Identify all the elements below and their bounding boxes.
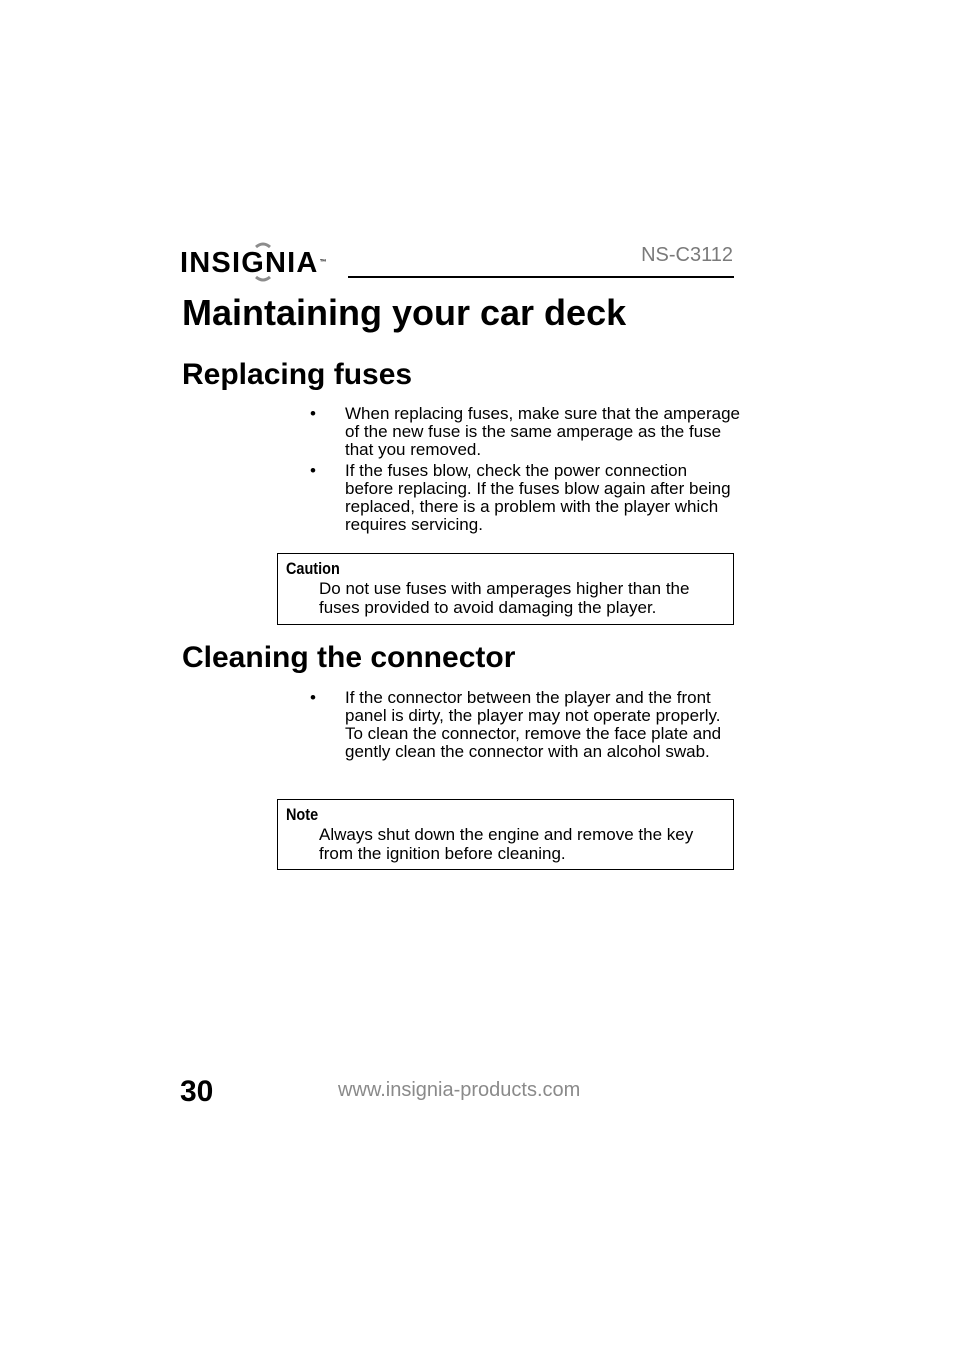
logo-brand-text: INSIGNIA: [180, 247, 319, 279]
list-item-text: If the connector between the player and the front panel is dirty, the player may not operate properly. To clean the connector, remove the face plate and gently clean the connector with an alcohol swab.: [345, 688, 722, 761]
note-box: [277, 799, 734, 870]
page-title: Maintaining your car deck: [182, 292, 627, 333]
logo-wordmark: [180, 248, 327, 278]
list-item: [310, 462, 740, 534]
bullet-list-replacing-fuses: [310, 405, 740, 537]
bullet-icon: •: [310, 461, 316, 480]
insignia-logo: [180, 240, 350, 284]
bullet-icon: •: [310, 688, 316, 707]
note-text: Always shut down the engine and remove the key from the ignition before cleaning.: [319, 825, 694, 863]
section-heading-replacing-fuses: Replacing fuses: [182, 358, 413, 391]
page-number: 30: [180, 1075, 214, 1108]
list-item-text: If the fuses blow, check the power connection before replacing. If the fuses blow again after being replaced, there is a problem with the player which requires servicing.: [345, 461, 731, 534]
footer-url: www.insignia-products.com: [338, 1079, 581, 1101]
list-item: [310, 689, 740, 761]
section-heading-cleaning-connector: Cleaning the connector: [182, 641, 516, 674]
caution-text: Do not use fuses with amperages higher than the fuses provided to avoid damaging the player.: [319, 579, 690, 617]
model-number: NS-C3112: [641, 244, 733, 266]
header-divider: [348, 276, 734, 278]
caution-box: [277, 553, 734, 625]
caution-label: Caution: [286, 559, 340, 578]
logo-trademark: ™: [319, 259, 327, 266]
bullet-icon: •: [310, 404, 316, 423]
list-item-text: When replacing fuses, make sure that the amperage of the new fuse is the same amperage as the fuse that you removed.: [345, 404, 740, 459]
list-item: [310, 405, 740, 459]
bullet-list-cleaning-connector: [310, 689, 740, 764]
note-label: Note: [286, 805, 319, 824]
